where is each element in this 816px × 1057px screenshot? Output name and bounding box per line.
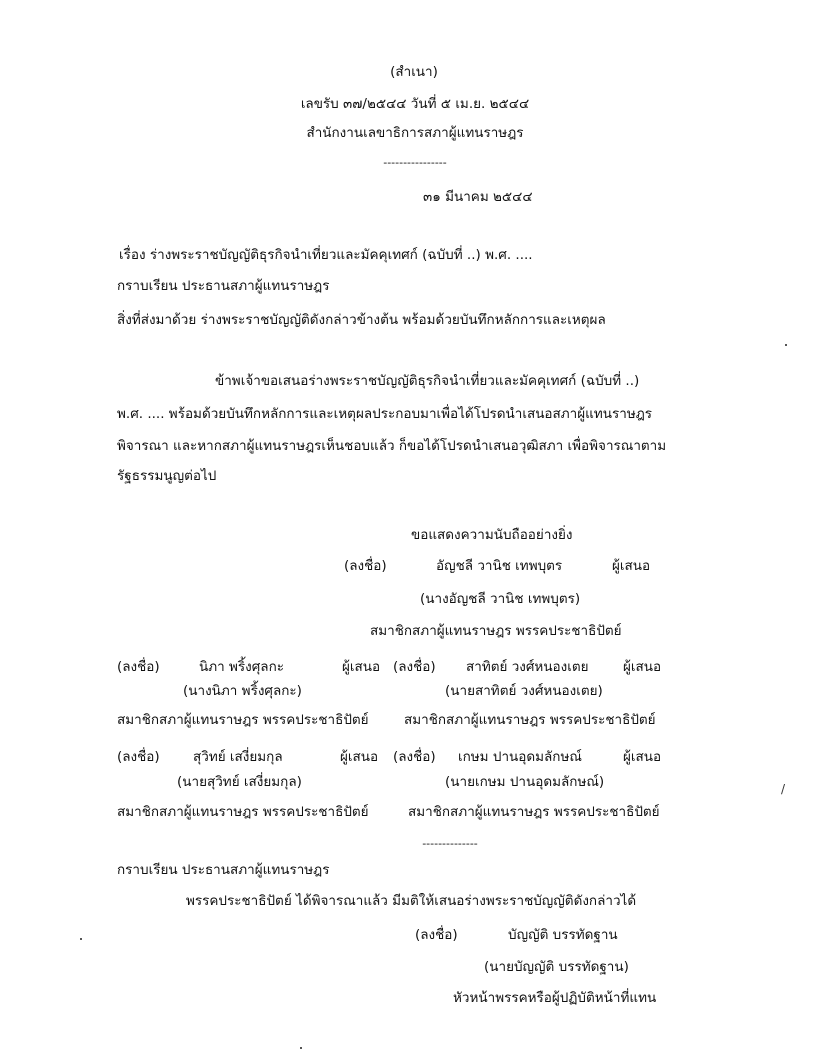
- closing-phrase: ขอแสดงความนับถืออย่างยิ่ง: [411, 527, 573, 543]
- scan-speck: [785, 344, 787, 346]
- signatory-fullname: (นายเกษม ปานอุดมลักษณ์): [445, 774, 605, 790]
- signatory-fullname: (นายสุวิทย์ เสงี่ยมกุล): [177, 774, 302, 790]
- scan-speck: [300, 1047, 302, 1049]
- party-approval: พรรคประชาธิปัตย์ ได้พิจารณาแล้ว มีมติให้เสนอร่างพระราชบัญญัติดังกล่าวได้: [186, 893, 637, 909]
- enclosure-line: สิ่งที่ส่งมาด้วย ร่างพระราชบัญญัติดังกล่าวข้างต้น พร้อมด้วยบันทึกหลักการและเหตุผล: [117, 312, 606, 328]
- proposer-label: ผู้เสนอ: [623, 659, 662, 675]
- signatory-name: นิภา พริ้งศุลกะ: [199, 659, 285, 675]
- scan-speck: [80, 938, 82, 940]
- footer-addressee: กราบเรียน ประธานสภาผู้แทนราษฎร: [117, 862, 330, 878]
- proposer-label: ผู้เสนอ: [340, 749, 379, 765]
- subject-line: เรื่อง ร่างพระราชบัญญัติธุรกิจนำเที่ยวและมัคคุเทศก์ (ฉบับที่ ..) พ.ศ. ....: [119, 247, 533, 263]
- copy-label: (สำเนา): [390, 64, 438, 80]
- signatory-fullname: (นางนิภา พริ้งศุลกะ): [183, 683, 302, 699]
- member-line: สมาชิกสภาผู้แทนราษฎร พรรคประชาธิปัตย์: [117, 804, 369, 820]
- leader-fullname: (นายบัญญัติ บรรทัดฐาน): [484, 959, 629, 975]
- body-line-3: พิจารณา และหากสภาผู้แทนราษฎรเห็นชอบแล้ว ก็ขอได้โปรดนำเสนอวุฒิสภา เพื่อพิจารณาตาม: [117, 438, 667, 454]
- signed-label: (ลงชื่อ): [117, 659, 160, 675]
- main-proposer-label: ผู้เสนอ: [612, 558, 651, 574]
- member-line: สมาชิกสภาผู้แทนราษฎร พรรคประชาธิปัตย์: [404, 712, 656, 728]
- main-signatory-fullname: (นางอัญชลี วานิช เทพบุตร): [420, 591, 581, 607]
- leader-name: บัญญัติ บรรทัดฐาน: [508, 927, 618, 943]
- leader-signed-label: (ลงชื่อ): [415, 927, 458, 943]
- signatory-name: สาทิตย์ วงศ์หนองเตย: [466, 659, 589, 675]
- header-divider: ----------------: [383, 156, 447, 169]
- member-line: สมาชิกสภาผู้แทนราษฎร พรรคประชาธิปัตย์: [117, 712, 369, 728]
- signed-label: (ลงชื่อ): [393, 659, 436, 675]
- signatory-fullname: (นายสาทิตย์ วงศ์หนองเตย): [445, 683, 603, 699]
- member-line: สมาชิกสภาผู้แทนราษฎร พรรคประชาธิปัตย์: [408, 804, 660, 820]
- addressee-line: กราบเรียน ประธานสภาผู้แทนราษฎร: [117, 278, 330, 294]
- scan-mark: /: [781, 782, 786, 796]
- signature-row-1: [117, 655, 677, 673]
- receipt-number: เลขรับ ๓๗/๒๕๔๔ วันที่ ๕ เม.ย. ๒๕๔๔: [300, 96, 530, 112]
- signed-label: (ลงชื่อ): [393, 749, 436, 765]
- footer-divider: --------------: [422, 837, 478, 850]
- signatory-name: สุวิทย์ เสงี่ยมกุล: [193, 749, 283, 765]
- signatory-name: เกษม ปานอุดมลักษณ์: [458, 749, 582, 765]
- body-line-2: พ.ศ. .... พร้อมด้วยบันทึกหลักการและเหตุผลประกอบมาเพื่อได้โปรดนำเสนอสภาผู้แทนราษฎร: [117, 406, 653, 422]
- main-signatory-name: อัญชลี วานิช เทพบุตร: [436, 558, 563, 574]
- body-line-1: ข้าพเจ้าขอเสนอร่างพระราชบัญญัติธุรกิจนำเที่ยวและมัคคุเทศก์ (ฉบับที่ ..): [215, 373, 640, 389]
- body-line-4: รัฐธรรมนูญต่อไป: [117, 468, 217, 484]
- main-signed-label: (ลงชื่อ): [344, 558, 387, 574]
- main-member-line: สมาชิกสภาผู้แทนราษฎร พรรคประชาธิปัตย์: [370, 623, 622, 639]
- leader-title: หัวหน้าพรรคหรือผู้ปฏิบัติหน้าที่แทน: [453, 990, 657, 1006]
- proposer-label: ผู้เสนอ: [623, 749, 662, 765]
- office-name: สำนักงานเลขาธิการสภาผู้แทนราษฎร: [306, 125, 524, 141]
- proposer-label: ผู้เสนอ: [342, 659, 381, 675]
- signature-row-2: [117, 745, 677, 763]
- document-date: ๓๑ มีนาคม ๒๕๔๔: [423, 189, 533, 205]
- signed-label: (ลงชื่อ): [117, 749, 160, 765]
